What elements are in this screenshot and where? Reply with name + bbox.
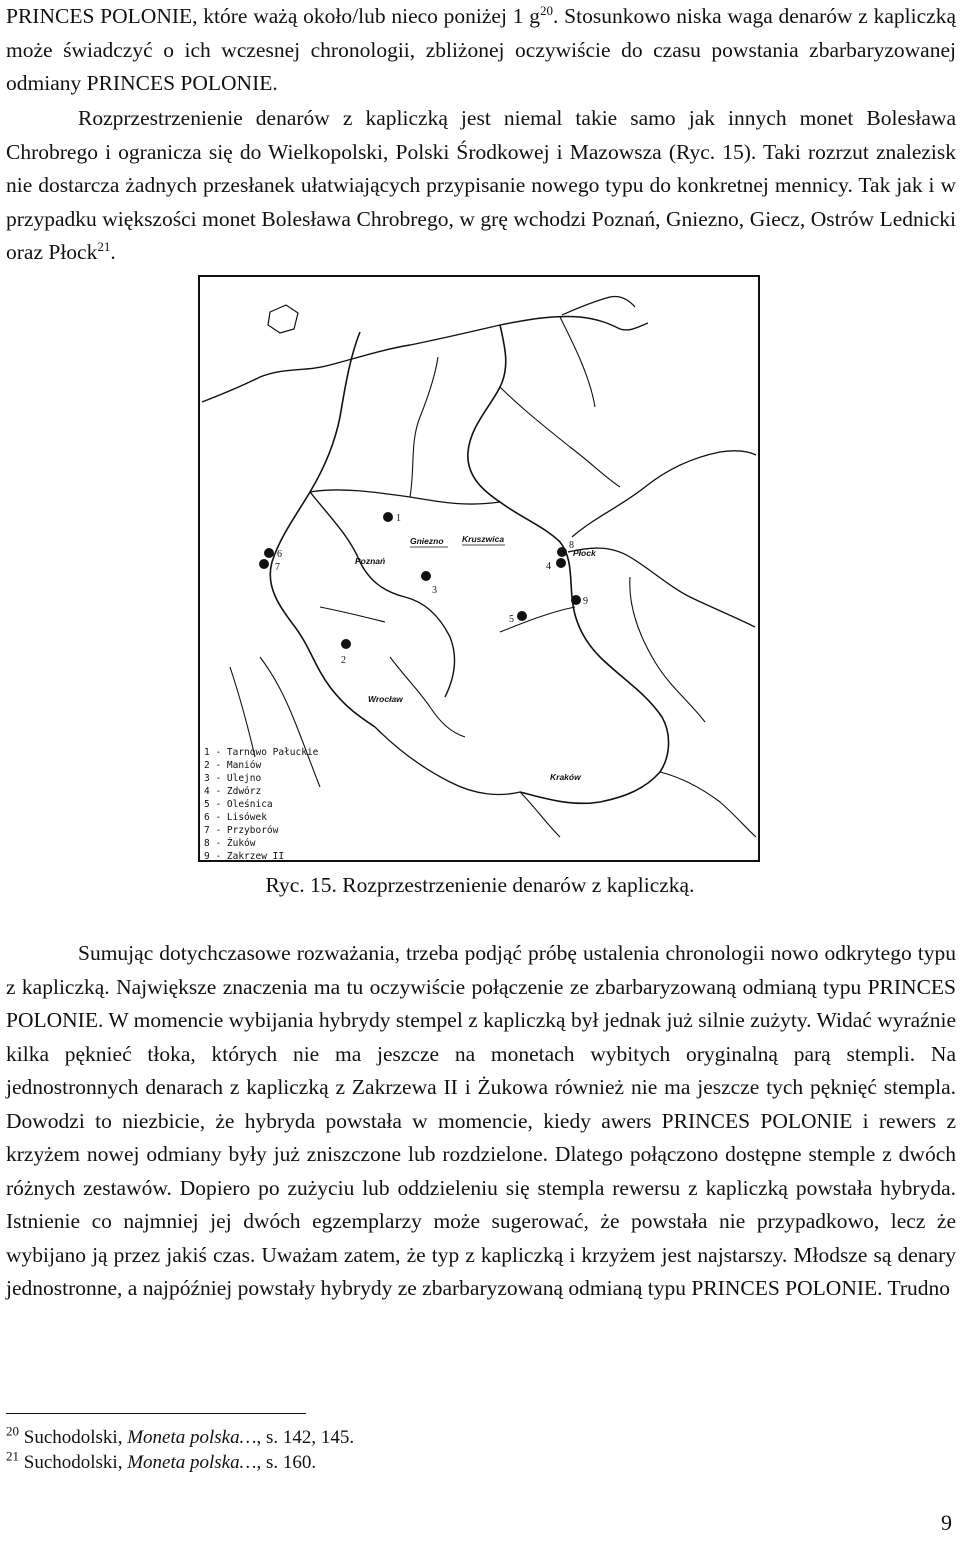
map-marker-1[interactable] [383, 512, 393, 522]
footnote-ref-20[interactable]: 20 [540, 2, 553, 18]
legend-item: 5 - Oleśnica [204, 799, 273, 810]
map-marker-9[interactable] [571, 595, 581, 605]
map-marker-label-6: 6 [277, 549, 282, 560]
map-marker-label-3: 3 [432, 585, 437, 596]
river-san [660, 772, 756, 837]
footnote-author: Suchodolski, [23, 1452, 128, 1473]
city-label-gniezno: Gniezno [410, 536, 444, 546]
map-marker-3[interactable] [421, 571, 431, 581]
footnote-divider [6, 1413, 306, 1414]
map-marker-label-5: 5 [509, 614, 514, 625]
paragraph-chronology: Sumując dotychczasowe rozważania, trzeba podjąć próbę ustalenia chronologii nowo odkrytego typu z kapliczką. Największe znaczenia ma tu oczywiście połączenie ze zbarbaryzowaną odmianą typu PRINCES POLONIE. W momencie wybijania hybrydy stempel z kapliczką był jednak już silnie zużyty. Widać wyraźnie kilka pęknieć tłoka, których nie ma jeszcze na monetach wybitych oryginalną parą stempli. Na jednostronnych denarach z kapliczką z Zakrzewa II i Żukowa również nie ma jeszcze tych pęknięć stempla. Dowodzi to niezbicie, że hybryda powstała w momencie, kiedy awers PRINCES POLONIE i rewers z krzyżem nowej odmiany były już zniszczone lub rozdzielone. Dlatego połączono dostępne stemple z dwóch różnych zestawów. Dopiero po zużyciu lub oddzieleniu się stempla rewersu z kapliczką powstała hybryda. Istnienie co najmniej jej dwóch egzemplarzy może sugerować, że powstała nie przypadkowo, lecz że wybijano ją przez jakiś czas. Uważam zatem, że typ z kapliczką i krzyżem jest najstarszy. Młodsze są denary jednostronne, a najpóźniej powstały hybrydy ze zbarbaryzowaną odmianą typu PRINCES POLONIE. Trudno [6, 941, 956, 1300]
paragraph-end: . [110, 240, 116, 264]
city-label-krakow: Kraków [550, 772, 581, 782]
paragraph-text: . Stosunkowo niska waga denarów z kapliczką może świadczyć o ich wczesnej chronologii, zbliżonej oczywiście do czasu powstania zbarbaryzowanej odmiany PRINCES POLONIE. [6, 4, 956, 95]
footnote-author: Suchodolski, [23, 1427, 128, 1448]
paragraph-intro [6, 0, 956, 101]
footnote-pages: , s. 142, 145. [256, 1427, 355, 1448]
city-label-plock: Płock [573, 548, 596, 558]
footnote-title: Moneta polska… [127, 1427, 257, 1448]
footnote-number: 21 [6, 1448, 19, 1464]
map-marker-7[interactable] [259, 559, 269, 569]
map-marker-5[interactable] [517, 611, 527, 621]
footnote-number: 20 [6, 1423, 19, 1439]
river-oder [270, 332, 375, 727]
legend-item: 2 - Maniów [204, 760, 262, 771]
paragraph-text: Rozprzestrzenienie denarów z kapliczką jest niemal takie samo jak innych monet Bolesława Chrobrego i ogranicza się do Wielkopolski, Polski Środkowej i Mazowsza (Ryc. 15). Taki rozrzut znalezisk nie dostarcza żadnych przesłanek ułatwiających przypisanie nowego typu do konkretnej mennicy. Tak jak i w przypadku większości monet Bolesława Chrobrego, w grę wchodzi Poznań, Gniezno, Giecz, Ostrów Lednicki oraz Płock [6, 106, 956, 264]
river-drweca [500, 387, 620, 487]
river-notec [310, 490, 500, 504]
paragraph-text: PRINCES POLONIE, które ważą około/lub nieco poniżej 1 g [6, 4, 540, 28]
legend-item: 1 - Tarnowo Pałuckie [204, 747, 319, 758]
river-oder-upper [375, 727, 520, 795]
paragraph-distribution [6, 102, 956, 270]
city-label-kruszwica: Kruszwica [462, 534, 505, 544]
map-marker-label-9: 9 [583, 596, 588, 607]
map-marker-label-1: 1 [396, 513, 401, 524]
page-number: 9 [941, 1510, 952, 1535]
city-label-wroclaw: Wrocław [368, 694, 403, 704]
river-brda [410, 357, 438, 497]
legend-item: 8 - Żuków [204, 838, 256, 849]
river-obra [320, 607, 385, 622]
map-marker-label-4: 4 [546, 561, 551, 572]
legend-item: 9 - Zakrzew II [204, 851, 285, 860]
river-bobr [260, 657, 320, 787]
coastline [202, 316, 648, 402]
map-marker-label-7: 7 [275, 562, 280, 573]
river-lyna [560, 317, 595, 407]
legend-item: 6 - Lisówek [204, 812, 267, 823]
map-marker-8[interactable] [557, 547, 567, 557]
figure-caption: Ryc. 15. Rozprzestrzenienie denarów z kapliczką. [265, 873, 695, 897]
map-marker-6[interactable] [264, 548, 274, 558]
river-vistula [468, 325, 669, 803]
footnote-title: Moneta polska… [127, 1452, 257, 1473]
footnote-pages: , s. 160. [256, 1452, 317, 1473]
river-narew [572, 451, 756, 537]
island [268, 305, 298, 333]
distribution-map [198, 275, 760, 862]
lagoon [562, 296, 635, 315]
legend-item: 7 - Przyborów [204, 825, 279, 836]
map-legend [204, 747, 319, 860]
legend-item: 3 - Ulejno [204, 773, 262, 784]
map-drawing [200, 277, 758, 860]
map-marker-label-8: 8 [569, 540, 574, 551]
river-wisla-upper [520, 792, 560, 837]
city-label-poznan: Poznań [355, 556, 386, 566]
river-bug [568, 548, 755, 627]
footnote-21 [6, 1448, 317, 1475]
footnote-20 [6, 1423, 355, 1450]
river-nysa [230, 667, 255, 757]
footnote-ref-21[interactable]: 21 [97, 238, 111, 254]
legend-item: 4 - Zdwórz [204, 786, 262, 797]
map-marker-4[interactable] [556, 558, 566, 568]
map-marker-2[interactable] [341, 639, 351, 649]
map-marker-label-2: 2 [341, 655, 346, 666]
